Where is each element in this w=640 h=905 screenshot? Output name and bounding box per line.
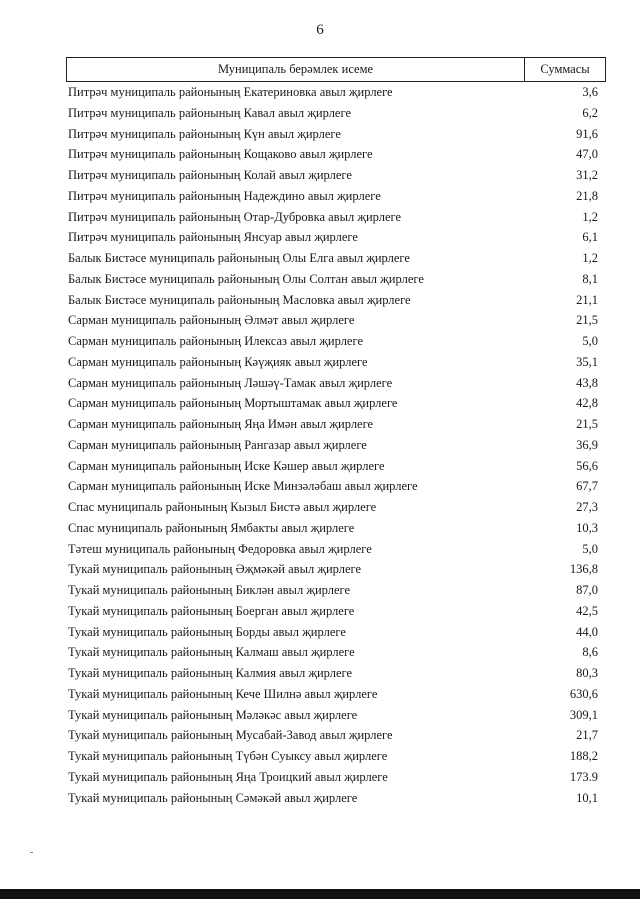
table-row xyxy=(0,456,640,477)
municipality-name: Балык Бистәсе муниципаль районының Олы Солтан авыл җирлеге xyxy=(68,271,424,286)
amount-value: 21,5 xyxy=(576,313,598,328)
table-row xyxy=(0,684,640,705)
amount-value: 42,5 xyxy=(576,603,598,618)
municipality-name: Тукай муниципаль районының Мусабай-Завод авыл җирлеге xyxy=(68,728,393,743)
table-row xyxy=(0,290,640,311)
table-row xyxy=(0,310,640,331)
footer-mark: - xyxy=(30,847,34,858)
table-row xyxy=(0,476,640,497)
amount-value: 5,0 xyxy=(582,334,598,348)
amount-value: 6,2 xyxy=(582,105,598,120)
amount-value: 35,1 xyxy=(576,354,598,369)
amount-value: 173.9 xyxy=(569,769,598,784)
municipality-name: Тукай муниципаль районының Калмия авыл җирлеге xyxy=(68,666,353,680)
amount-value: 1,2 xyxy=(582,251,598,265)
amount-value: 36,9 xyxy=(576,437,598,452)
table-row xyxy=(0,414,640,435)
table-row xyxy=(0,269,640,290)
municipality-name: Питрәч муниципаль районының Күн авыл җирлеге xyxy=(68,126,341,141)
amount-value: 27,3 xyxy=(576,500,598,514)
table-row xyxy=(0,82,640,103)
municipality-name: Сарман муниципаль районының Мортыштамак авыл җирлеге xyxy=(68,396,398,411)
table-row xyxy=(0,705,640,726)
table-row xyxy=(0,124,640,145)
table-row xyxy=(0,331,640,352)
amount-value: 31,2 xyxy=(576,168,598,182)
table-row xyxy=(0,248,640,269)
table-row xyxy=(0,725,640,746)
municipality-name: Балык Бистәсе муниципаль районының Олы Елга авыл җирлеге xyxy=(68,251,410,265)
municipality-name: Питрәч муниципаль районының Кощаково авыл җирлеге xyxy=(68,147,373,162)
municipality-name: Питрәч муниципаль районының Кавал авыл җирлеге xyxy=(68,105,351,120)
municipality-name: Тукай муниципаль районының Калмаш авыл җирлеге xyxy=(68,645,355,660)
table-row xyxy=(0,746,640,767)
table-row xyxy=(0,663,640,684)
municipality-name: Сарман муниципаль районының Илексаз авыл җирлеге xyxy=(68,334,363,348)
table-row xyxy=(0,435,640,456)
municipality-name: Питрәч муниципаль районының Надеждино авыл җирлеге xyxy=(68,188,381,203)
table-row xyxy=(0,518,640,539)
municipality-name: Питрәч муниципаль районының Янсуар авыл җирлеге xyxy=(68,230,358,245)
amount-value: 3,6 xyxy=(582,85,598,99)
amount-value: 47,0 xyxy=(576,147,598,162)
municipality-name: Сарман муниципаль районының Иске Минзәләбаш авыл җирлеге xyxy=(68,479,418,494)
table-row xyxy=(0,580,640,601)
table-row xyxy=(0,601,640,622)
table-row xyxy=(0,144,640,165)
municipality-name: Тукай муниципаль районының Яңа Троицкий авыл җирлеге xyxy=(68,769,388,784)
municipality-name: Тукай муниципаль районының Сәмәкәй авыл җирлеге xyxy=(68,790,358,805)
table-row xyxy=(0,207,640,228)
table-row xyxy=(0,165,640,186)
municipality-name: Спас муниципаль районының Кызыл Бистә авыл җирлеге xyxy=(68,500,377,514)
scan-edge-bar xyxy=(0,889,640,899)
amount-value: 6,1 xyxy=(582,230,598,245)
municipality-name: Тәтеш муниципаль районының Федоровка авыл җирлеге xyxy=(68,541,372,556)
table-row xyxy=(0,227,640,248)
table-row xyxy=(0,622,640,643)
column-header-sum: Суммасы xyxy=(540,62,590,76)
table-body xyxy=(0,82,640,808)
municipality-name: Сарман муниципаль районының Иске Кәшер авыл җирлеге xyxy=(68,458,385,473)
amount-value: 21,8 xyxy=(576,188,598,203)
table-row xyxy=(0,103,640,124)
municipality-name: Тукай муниципаль районының Борды авыл җирлеге xyxy=(68,624,346,639)
municipality-name: Сарман муниципаль районының Ләшәү-Тамак авыл җирлеге xyxy=(68,375,393,390)
table-row xyxy=(0,373,640,394)
amount-value: 5,0 xyxy=(582,541,598,556)
municipality-name: Сарман муниципаль районының Рангазар авыл җирлеге xyxy=(68,437,367,452)
amount-value: 21,7 xyxy=(576,728,598,743)
municipality-name: Питрәч муниципаль районының Екатериновка авыл җирлеге xyxy=(68,85,393,99)
municipality-name: Тукай муниципаль районының Боерган авыл җирлеге xyxy=(68,603,355,618)
amount-value: 87,0 xyxy=(576,583,598,597)
amount-value: 309,1 xyxy=(569,707,598,722)
municipality-name: Тукай муниципаль районының Түбән Суыксу авыл җирлеге xyxy=(68,749,388,763)
amount-value: 10,3 xyxy=(576,520,598,535)
table-row xyxy=(0,186,640,207)
municipality-name: Тукай муниципаль районының Мәләкәс авыл җирлеге xyxy=(68,707,358,722)
municipality-name: Сарман муниципаль районының Әлмәт авыл җирлеге xyxy=(68,313,355,328)
amount-value: 8,1 xyxy=(582,271,598,286)
amount-value: 21,1 xyxy=(576,292,598,307)
amount-value: 10,1 xyxy=(576,790,598,805)
amount-value: 80,3 xyxy=(576,666,598,680)
municipality-name: Спас муниципаль районының Ямбакты авыл җирлеге xyxy=(68,520,355,535)
municipality-name: Тукай муниципаль районының Әҗмәкәй авыл җирлеге xyxy=(68,562,362,577)
amount-value: 8,6 xyxy=(582,645,598,660)
amount-value: 42,8 xyxy=(576,396,598,411)
amount-value: 188,2 xyxy=(569,749,598,763)
table-row xyxy=(0,393,640,414)
municipality-name: Сарман муниципаль районының Яңа Имән авыл җирлеге xyxy=(68,417,374,431)
amount-value: 21,5 xyxy=(576,417,598,431)
municipality-name: Балык Бистәсе муниципаль районының Масловка авыл җирлеге xyxy=(68,292,411,307)
municipality-name: Питрәч муниципаль районының Отар-Дубровка авыл җирлеге xyxy=(68,209,402,224)
municipality-name: Питрәч муниципаль районының Колай авыл җирлеге xyxy=(68,168,352,182)
amount-value: 44,0 xyxy=(576,624,598,639)
page-number: 6 xyxy=(316,22,324,38)
table-row xyxy=(0,539,640,560)
table-row xyxy=(0,559,640,580)
table-row xyxy=(0,788,640,809)
amount-value: 91,6 xyxy=(576,126,598,141)
municipality-name: Тукай муниципаль районының Кече Шилнә авыл җирлеге xyxy=(68,686,378,701)
table-row xyxy=(0,642,640,663)
amount-value: 67,7 xyxy=(576,479,598,494)
amount-value: 1,2 xyxy=(582,209,598,224)
municipality-name: Сарман муниципаль районының Кәүҗияк авыл җирлеге xyxy=(68,354,368,369)
amount-value: 43,8 xyxy=(576,375,598,390)
table-row xyxy=(0,497,640,518)
table-row xyxy=(0,352,640,373)
table-header xyxy=(66,57,606,82)
column-header-name: Муниципаль берәмлек исеме xyxy=(67,58,525,81)
amount-value: 56,6 xyxy=(576,458,598,473)
table-row xyxy=(0,767,640,788)
municipality-name: Тукай муниципаль районының Биклән авыл җирлеге xyxy=(68,583,351,597)
amount-value: 630,6 xyxy=(569,686,598,701)
amount-value: 136,8 xyxy=(569,562,598,577)
